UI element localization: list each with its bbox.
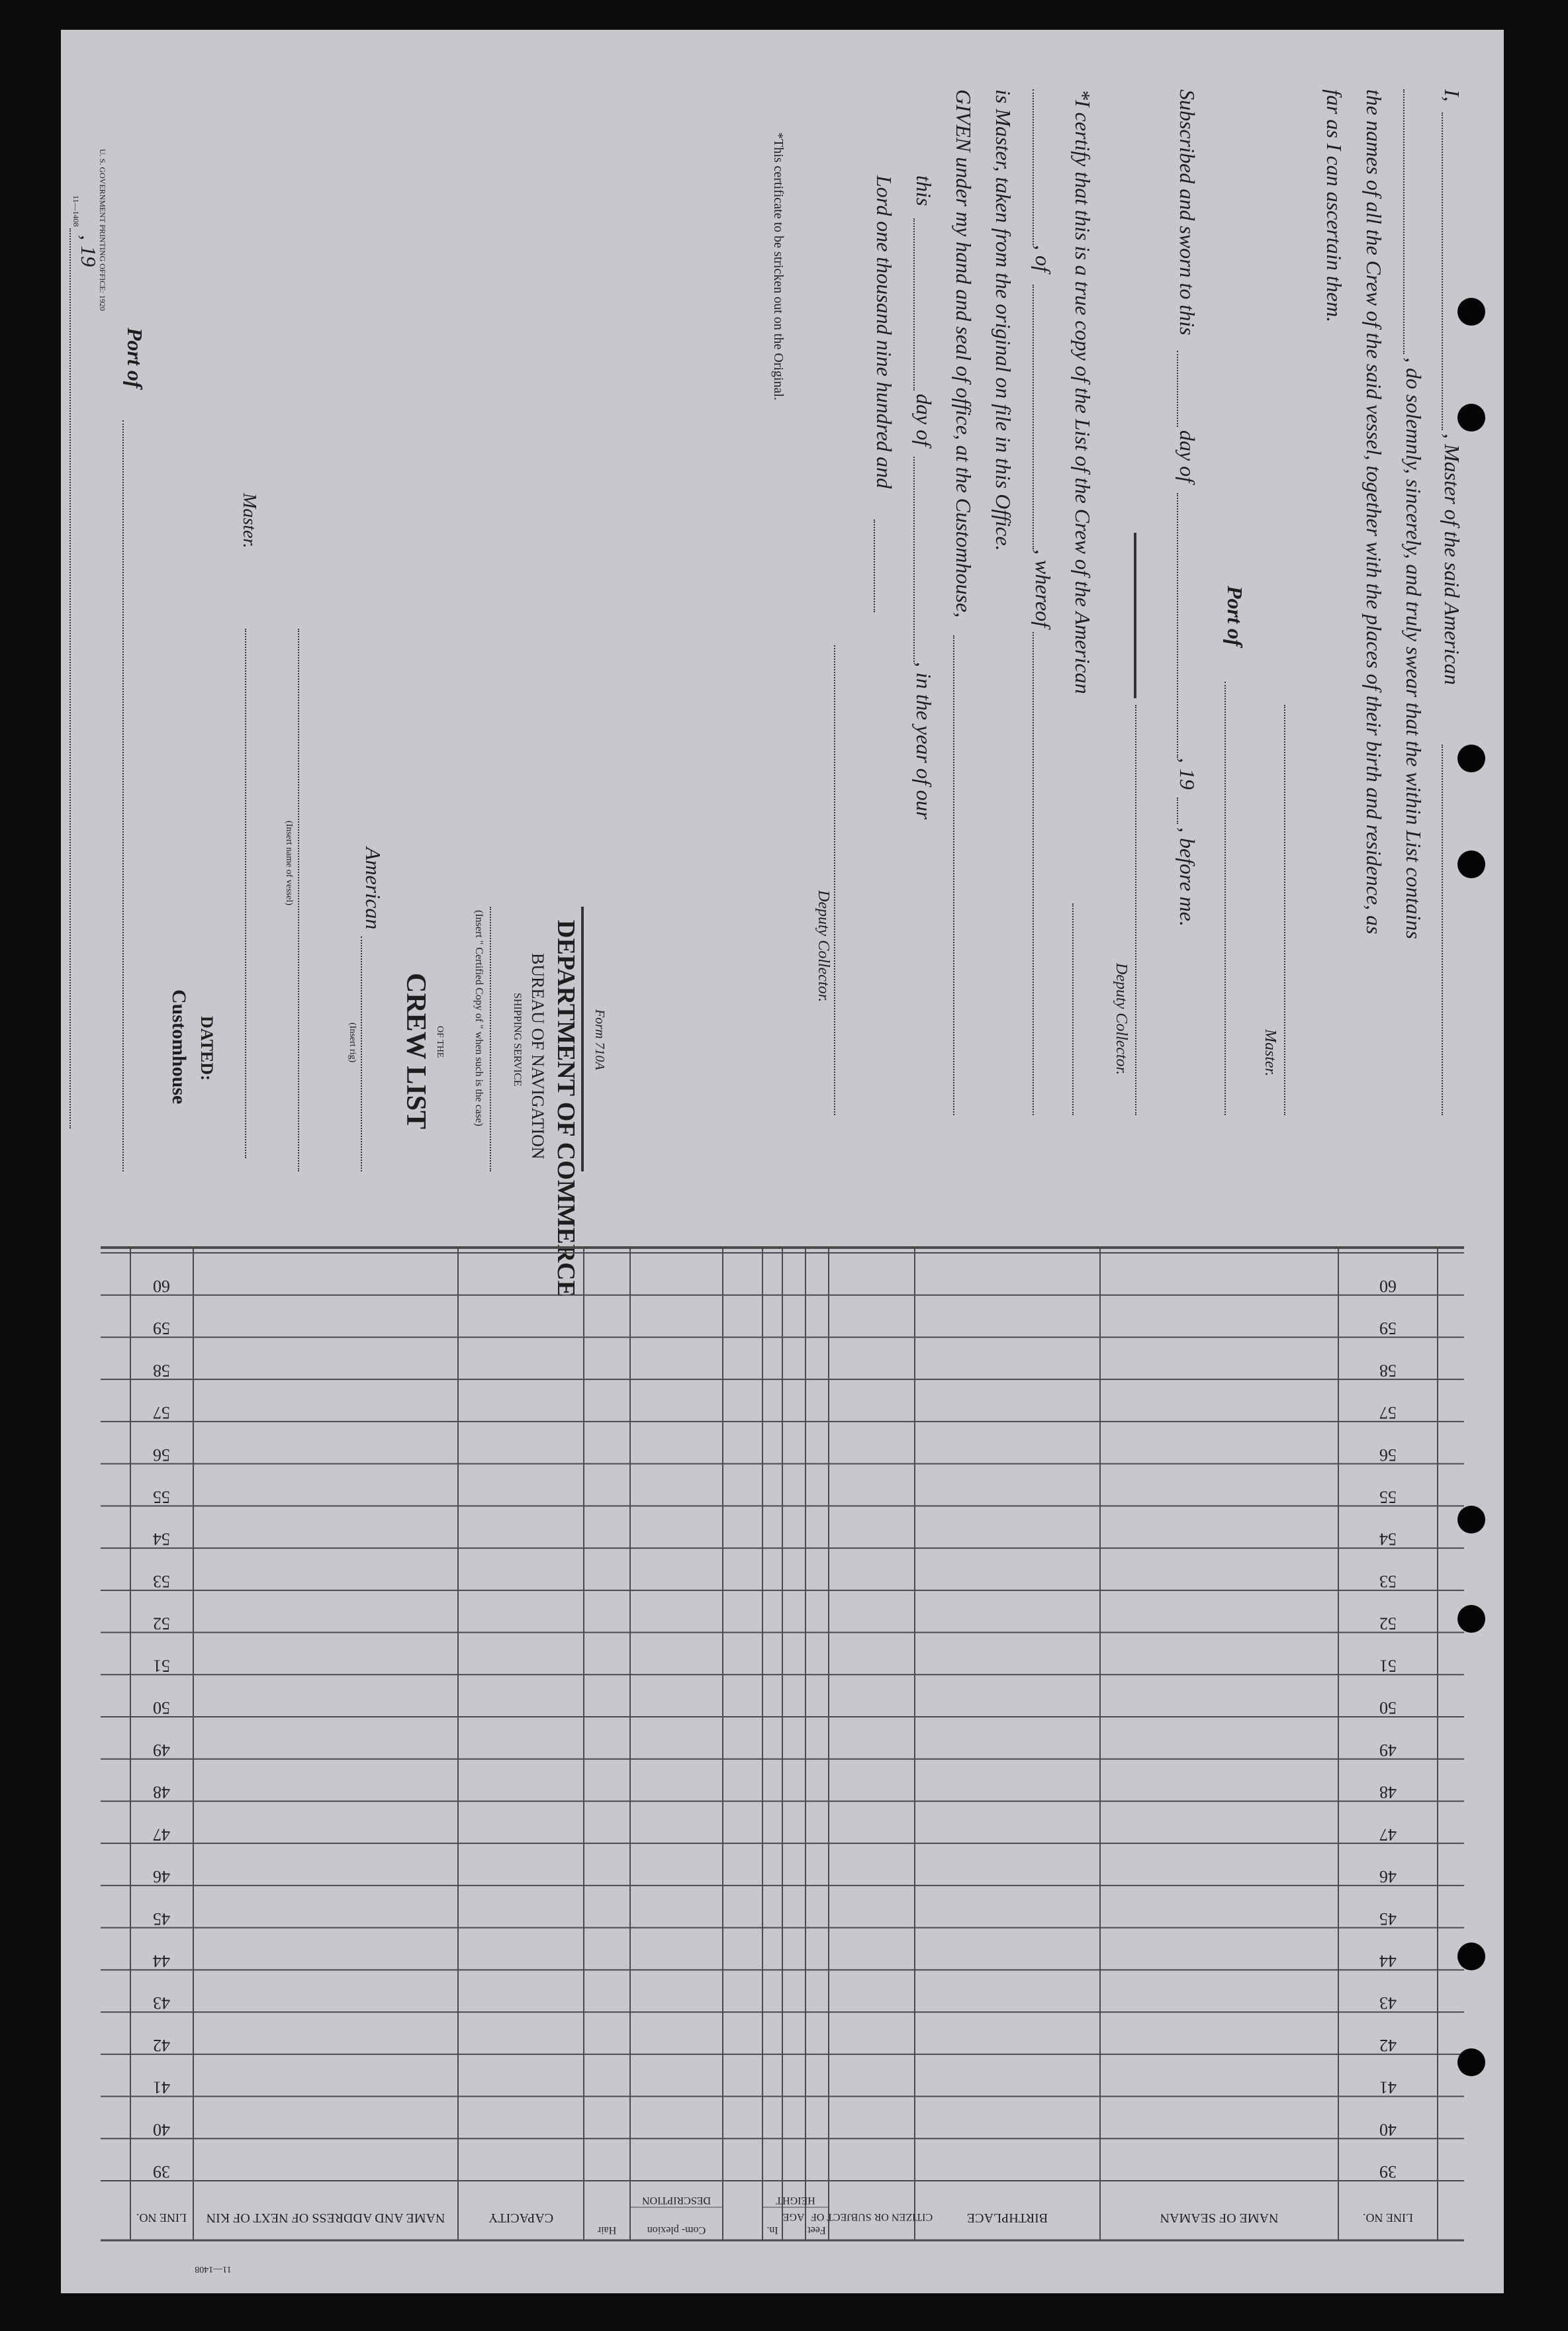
header-citizen: CITIZEN OR SUBJECT OF xyxy=(810,2211,933,2222)
cert-of-line xyxy=(1033,285,1034,549)
cover-vessel-line xyxy=(298,629,299,1171)
oath-deputy-solid-line xyxy=(1134,533,1136,698)
cover-customhouse: Customhouse xyxy=(168,989,190,1105)
header-complexion: Com- plexion xyxy=(647,2224,706,2236)
oath-master-signature-line xyxy=(1284,705,1285,1115)
cert-line-4: GIVEN under my hand and seal of office, at the Customhouse, xyxy=(952,89,976,618)
row-number-left: 48 xyxy=(153,1782,170,1802)
punch-hole xyxy=(1457,1605,1485,1633)
row-number-right: 52 xyxy=(1379,1614,1397,1633)
row-number-right: 51 xyxy=(1379,1656,1397,1676)
header-age: AGE xyxy=(782,2211,805,2222)
header-line-no-left: LINE NO. xyxy=(136,2211,187,2224)
punch-hole xyxy=(1457,2048,1485,2076)
oath-year-19: , 19 xyxy=(1176,758,1199,790)
row-number-right: 39 xyxy=(1379,2162,1397,2182)
punch-hole xyxy=(1457,850,1485,878)
cover-port-of: Port of xyxy=(123,328,147,388)
cover-rig-line xyxy=(361,937,362,1171)
row-number-right: 44 xyxy=(1379,1951,1397,1971)
cover-of-the: OF THE xyxy=(435,1026,445,1058)
cert-vessel-line-2 xyxy=(1033,89,1034,245)
punch-hole xyxy=(1457,1506,1485,1533)
header-feet: Feet xyxy=(807,2224,826,2236)
row-number-left: 47 xyxy=(153,1825,170,1845)
cert-vessel-line xyxy=(1072,903,1074,1115)
table-form-code: 11—1408 xyxy=(195,2264,232,2274)
row-number-left: 44 xyxy=(153,1951,170,1971)
row-number-right: 54 xyxy=(1379,1530,1397,1549)
row-number-right: 41 xyxy=(1379,2078,1397,2097)
cert-whereof-line xyxy=(1033,632,1034,1115)
punch-hole xyxy=(1457,745,1485,772)
row-number-left: 46 xyxy=(153,1867,170,1887)
row-number-left: 58 xyxy=(153,1361,170,1381)
header-description: DESCRIPTION xyxy=(641,2195,712,2206)
cert-line-3: is Master, taken from the original on file in this Office. xyxy=(992,89,1015,551)
cover-bureau: BUREAU OF NAVIGATION xyxy=(528,953,547,1160)
cover-printing-office: U. S. GOVERNMENT PRINTING OFFICE: 1920 xyxy=(98,149,107,311)
cover-port-line xyxy=(122,420,124,1171)
oath-master-of-american: , Master of the said American xyxy=(1440,434,1464,685)
row-number-left: 53 xyxy=(153,1571,170,1591)
row-number-right: 43 xyxy=(1379,1993,1397,2013)
cert-this-line xyxy=(913,218,915,390)
row-number-right: 56 xyxy=(1379,1445,1397,1465)
cover-crew-list: CREW LIST xyxy=(400,973,431,1130)
row-number-left: 41 xyxy=(153,2078,170,2097)
cover-certified-hint: (Insert " Certified Copy of " when such is the case) xyxy=(473,910,484,1126)
crew-table xyxy=(61,1181,1504,2293)
row-number-left: 52 xyxy=(153,1614,170,1633)
cert-deputy-collector: Deputy Collector. xyxy=(815,890,832,1003)
oath-deputy-line xyxy=(1135,705,1136,1115)
cert-year-of-our: , in the year of our xyxy=(912,662,936,820)
cover-dated: DATED: xyxy=(197,1016,216,1081)
row-number-right: 42 xyxy=(1379,2035,1397,2055)
cert-day-of: day of xyxy=(912,394,936,447)
row-number-right: 58 xyxy=(1379,1361,1397,1381)
row-number-left: 59 xyxy=(153,1318,170,1338)
cover-master-line xyxy=(245,629,246,1158)
header-inches: In. xyxy=(766,2224,778,2236)
header-height: HEIGHT xyxy=(776,2195,815,2206)
row-number-left: 55 xyxy=(153,1487,170,1507)
cover-american: American xyxy=(361,847,385,930)
row-number-right: 55 xyxy=(1379,1487,1397,1507)
oath-vessel-line xyxy=(1442,745,1443,1115)
row-number-left: 49 xyxy=(153,1740,170,1760)
row-number-right: 59 xyxy=(1379,1318,1397,1338)
table-labels xyxy=(136,1277,1413,2274)
cert-of: , of xyxy=(1031,245,1055,272)
row-number-right: 60 xyxy=(1379,1276,1397,1296)
cover-master-label: Master. xyxy=(239,493,259,549)
header-hair: Hair xyxy=(597,2224,617,2236)
oath-swear-text: , do solemnly, sincerely, and truly swear that the within List contains xyxy=(1402,357,1426,939)
row-number-right: 47 xyxy=(1379,1825,1397,1845)
cert-whereof: , whereof xyxy=(1031,549,1055,627)
cover-form-code: 11—1408 xyxy=(71,195,81,227)
punch-hole xyxy=(1457,298,1485,326)
cover-top-rule xyxy=(581,907,584,1171)
table-grid xyxy=(101,1248,1464,2240)
row-number-right: 57 xyxy=(1379,1403,1397,1423)
oath-master-name-line xyxy=(1442,113,1443,430)
header-name-of-seaman: NAME OF SEAMAN xyxy=(1160,2211,1279,2225)
cover-certified-line xyxy=(490,907,491,1171)
row-number-right: 40 xyxy=(1379,2120,1397,2140)
row-number-left: 43 xyxy=(153,1993,170,2013)
oath-vessel-line-2 xyxy=(1403,89,1405,354)
header-birthplace: BIRTHPLACE xyxy=(966,2211,1048,2225)
cert-dayof-line xyxy=(913,457,915,662)
punch-hole xyxy=(1457,404,1485,432)
cert-footnote: *This certificate to be stricken out on the Original. xyxy=(771,132,786,400)
oath-deputy-collector: Deputy Collector. xyxy=(1113,963,1130,1075)
row-number-left: 60 xyxy=(153,1276,170,1296)
row-number-left: 51 xyxy=(153,1656,170,1676)
row-number-right: 48 xyxy=(1379,1782,1397,1802)
row-number-left: 54 xyxy=(153,1530,170,1549)
cover-date-line xyxy=(69,228,71,1128)
oath-day-line xyxy=(1177,351,1178,427)
cover-department: DEPARTMENT OF COMMERCE xyxy=(552,920,580,1298)
row-number-left: 45 xyxy=(153,1909,170,1929)
oath-i: I, xyxy=(1440,89,1464,102)
row-number-right: 50 xyxy=(1379,1698,1397,1718)
header-capacity: CAPACITY xyxy=(488,2211,554,2225)
oath-year-line xyxy=(1177,798,1178,824)
header-next-of-kin: NAME AND ADDRESS OF NEXT OF KIN xyxy=(206,2211,445,2225)
row-number-left: 56 xyxy=(153,1445,170,1465)
cover-form-no: Form 710A xyxy=(592,1009,607,1070)
cert-line-1: *I certify that this is a true copy of the List of the Crew of the American xyxy=(1071,89,1095,694)
oath-subscribed: Subscribed and sworn to this xyxy=(1176,89,1199,336)
row-number-right: 46 xyxy=(1379,1867,1397,1887)
row-number-right: 49 xyxy=(1379,1740,1397,1760)
cert-deputy-line xyxy=(834,645,835,1115)
oath-names-text: the names of all the Crew of the said vessel, together with the places of their birth and residence, as xyxy=(1362,89,1386,935)
cover-year-19: , 19 xyxy=(77,235,101,267)
row-number-left: 39 xyxy=(153,2162,170,2182)
cert-this: this xyxy=(912,175,936,206)
cover-insert-rig: (Insert rig) xyxy=(347,1023,357,1063)
row-number-left: 40 xyxy=(153,2120,170,2140)
oath-port-line xyxy=(1224,682,1226,1115)
cert-customhouse-line xyxy=(953,635,954,1115)
row-number-left: 57 xyxy=(153,1403,170,1423)
cert-year-line xyxy=(874,520,875,612)
crew-list-sheet xyxy=(61,30,1504,2293)
oath-before-me: , before me. xyxy=(1176,827,1199,927)
cover-insert-vessel: (Insert name of vessel) xyxy=(284,821,294,905)
row-number-left: 50 xyxy=(153,1698,170,1718)
row-number-right: 53 xyxy=(1379,1571,1397,1591)
punch-hole xyxy=(1457,1942,1485,1970)
cover-service: SHIPPING SERVICE xyxy=(512,993,523,1087)
oath-ascertain-text: far as I can ascertain them. xyxy=(1322,89,1346,322)
oath-day-of: day of xyxy=(1176,430,1199,483)
row-number-right: 45 xyxy=(1379,1909,1397,1929)
cert-line-6: Lord one thousand nine hundred and xyxy=(872,175,896,489)
row-number-left: 42 xyxy=(153,2035,170,2055)
oath-master-label: Master. xyxy=(1262,1029,1279,1077)
header-line-no-right: LINE NO. xyxy=(1363,2211,1413,2224)
oath-port-of: Port of xyxy=(1223,586,1247,647)
oath-month-line xyxy=(1177,493,1178,758)
